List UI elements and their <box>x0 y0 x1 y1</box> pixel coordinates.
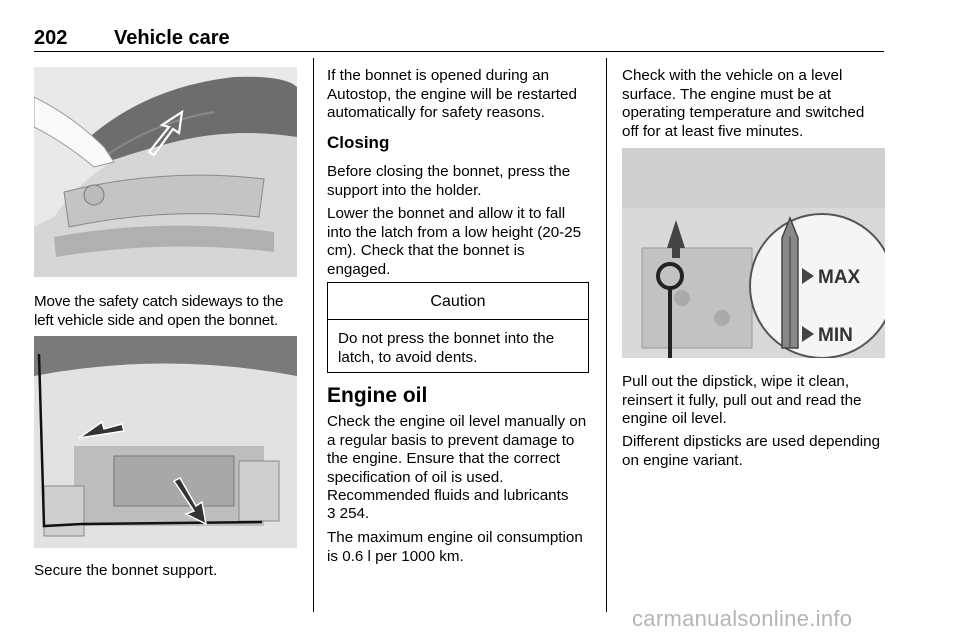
closing-paragraph-2: Lower the bonnet and allow it to fall into the latch from a low height (20-25 cm). Check that the bonnet is engaged. <box>327 205 582 278</box>
caption-bonnet-support: Secure the bonnet support. <box>34 562 218 579</box>
closing-heading: Closing <box>327 133 390 152</box>
level-check-paragraph: Check with the vehicle on a level surface. The engine must be at operating temperature and switched off for at least five minutes. <box>622 67 865 140</box>
caution-heading: Caution <box>328 283 588 320</box>
watermark-text: carmanualsonline.info <box>632 606 853 631</box>
caution-text: Do not press the bonnet into the latch, to avoid dents. <box>338 330 555 366</box>
page-reference: 3 254. <box>327 505 370 522</box>
dipstick-variants-paragraph: Different dipsticks are used depending on engine variant. <box>622 433 881 469</box>
bonnet-open-illustration <box>34 67 297 277</box>
column-divider-2 <box>606 58 607 612</box>
dipstick-max-label: MAX <box>818 267 861 288</box>
bonnet-support-illustration <box>34 336 297 548</box>
dipstick-paragraph: Pull out the dipstick, wipe it clean, reinsert it fully, pull out and read the engine oil level. <box>622 373 862 428</box>
oil-consumption-paragraph: The maximum engine oil consumption is 0.6 l per 1000 km. <box>327 529 583 565</box>
column-divider-1 <box>313 58 314 612</box>
engine-oil-heading: Engine oil <box>327 384 428 407</box>
caution-box <box>327 282 589 373</box>
header-rule <box>34 51 884 52</box>
autostop-paragraph: If the bonnet is opened during an Autostop, the engine will be restarted automatically for safety reasons. <box>327 67 577 122</box>
dipstick-min-label: MIN <box>818 325 853 346</box>
page-number: 202 <box>34 27 68 49</box>
caption-safety-catch: Move the safety catch sideways to the left vehicle side and open the bonnet. <box>34 293 284 329</box>
page-title: Vehicle care <box>114 27 230 49</box>
dipstick-illustration <box>622 148 885 358</box>
closing-paragraph-1: Before closing the bonnet, press the support into the holder. <box>327 163 571 199</box>
recommended-fluids-text: Recommended fluids and lubricants <box>327 487 569 504</box>
engine-oil-paragraph-1: Check the engine oil level manually on a regular basis to prevent damage to the engine. Ensure that the correct specification of oil is used. <box>327 413 587 486</box>
